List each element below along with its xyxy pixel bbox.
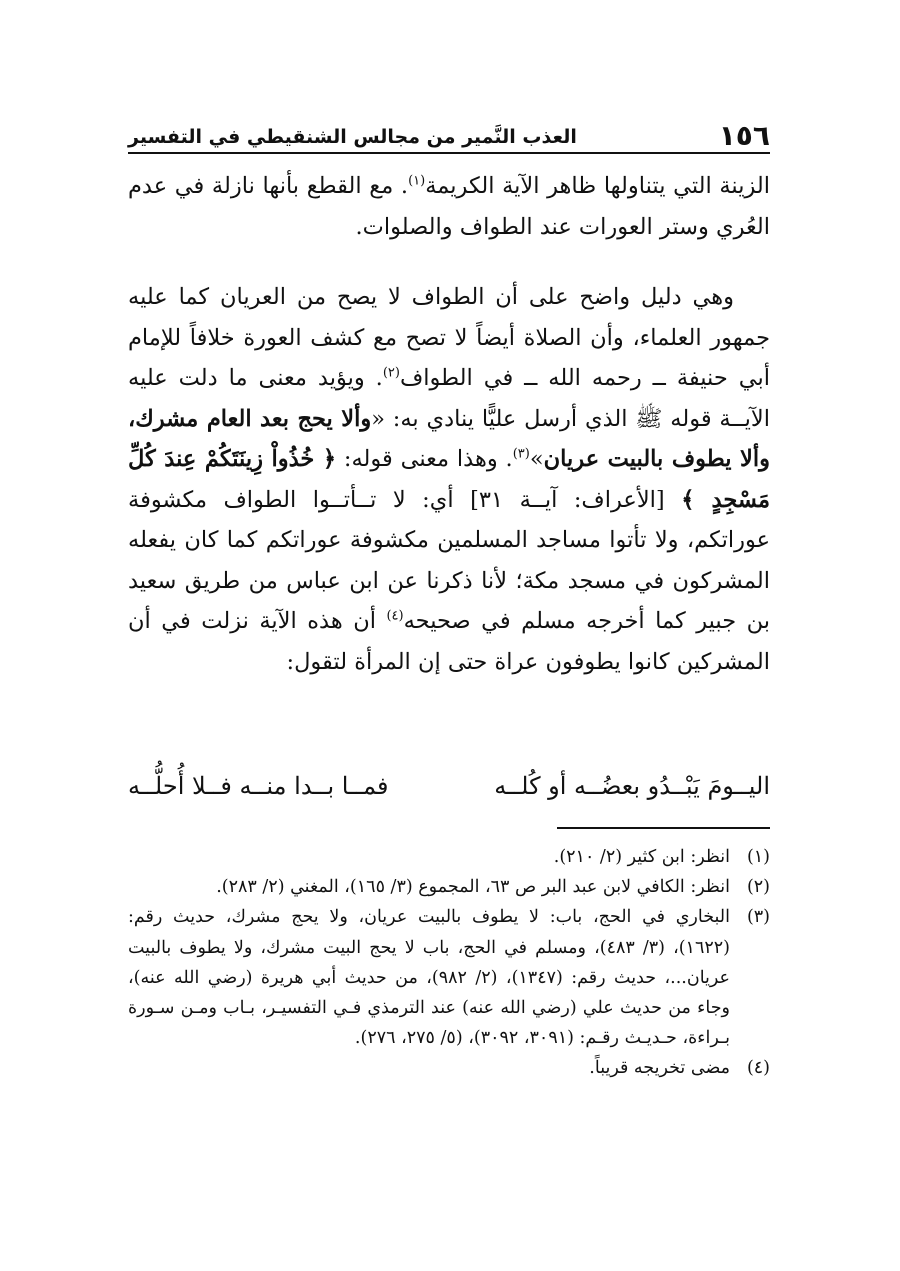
p2-text-b: . ويؤيد معنى ما دلت عليه الآيــة قوله ﷺ الذي أرسل عليًّا ينادي به: « bbox=[128, 365, 770, 432]
footnote-ref-4: (٤) bbox=[386, 608, 404, 624]
page-number: ١٥٦ bbox=[718, 119, 770, 152]
main-text bbox=[128, 166, 770, 682]
quran-verse: ﴿ خُذُواْ زِينَتَكُمْ عِندَ كُلِّ مَسْجِدٍ ﴾ bbox=[128, 446, 771, 513]
footnotes bbox=[128, 842, 770, 1084]
paragraph-2 bbox=[128, 277, 770, 682]
footnote-number: (٢) bbox=[746, 877, 770, 898]
header-rule bbox=[128, 152, 770, 154]
poem-verse bbox=[128, 764, 770, 808]
footnote-text: انظر: ابن كثير (٢/ ٢١٠). bbox=[553, 847, 730, 867]
p1-text-b: . مع القطع بأنها نازلة في عدم العُري وستر العورات عند الطواف والصلوات. bbox=[128, 173, 770, 240]
page-header bbox=[128, 112, 770, 152]
p2-text-a: وهي دليل واضح على أن الطواف لا يصح من العريان كما عليه جمهور العلماء، وأن الصلاة أيضاً لا تصح مع كشف العورة خلافاً للإمام أبي حنيفة ــ رحمه الله ــ في الطواف bbox=[128, 284, 770, 391]
footnote-text: انظر: الكافي لابن عبد البر ص ٦٣، المجموع (٣/ ١٦٥)، المغني (٢/ ٢٨٣). bbox=[216, 877, 730, 898]
hadith-quote: وألا يحج بعد العام مشرك، وألا يطوف بالبيت عريان bbox=[128, 405, 770, 472]
p2-text-e: [الأعراف: آيــة ٣١] أي: لا تــأتــوا الطواف مكشوفة عوراتكم، ولا تأتوا مساجد المسلمين مكشوفة عوراتكم كما كان يفعله المشركون في مسجد مكة؛ لأنا ذكرنا عن ابن عباس من طريق سعيد بن جبير كما أخرجه مسلم في صحيحه bbox=[128, 486, 770, 634]
footnote-item bbox=[128, 902, 770, 1053]
running-title: العذب النَّمير من مجالس الشنقيطي في التفسير bbox=[128, 126, 577, 148]
footnote-number: (٤) bbox=[746, 1058, 770, 1079]
footnote-ref-1: (١) bbox=[408, 173, 426, 189]
p2-text-f: أن هذه الآية نزلت في أن المشركين كانوا يطوفون عراة حتى إن المرأة لتقول: bbox=[128, 608, 770, 675]
p2-text-c: » bbox=[529, 446, 544, 472]
poem-left-hemistich: فمــا بــدا منــه فــلا أُحلُّــه bbox=[128, 772, 389, 800]
footnote-number: (٣) bbox=[746, 907, 770, 928]
poem-right-hemistich: اليــومَ يَبْــدُو بعضُــه أو كُلــه bbox=[494, 772, 770, 800]
footnote-number: (١) bbox=[746, 847, 770, 867]
footnote-item bbox=[128, 1053, 770, 1083]
footnote-text: مضى تخريجه قريباً. bbox=[589, 1058, 730, 1079]
footnote-ref-2: (٢) bbox=[382, 365, 400, 381]
footnote-ref-3: (٣) bbox=[512, 446, 530, 462]
p2-text-d: . وهذا معنى قوله: bbox=[336, 446, 513, 472]
footnote-item bbox=[128, 872, 770, 902]
footnote-item bbox=[128, 842, 770, 872]
footnote-separator bbox=[557, 827, 770, 829]
paragraph-1 bbox=[128, 166, 770, 247]
p1-text-a: الزينة التي يتناولها ظاهر الآية الكريمة bbox=[425, 173, 771, 199]
footnote-text: البخاري في الحج، باب: لا يطوف بالبيت عريان، ولا يحج مشرك، حديث رقم: (١٦٢٢)، (٣/ ٤٨٣)، ومسلم في الحج، باب لا يحج البيت مشرك، ولا يطوف بالبيت عريان...، حديث رقم: (١٣٤٧)، (٢/ ٩٨٢)، من حديث أبي هريرة (رضي الله عنه)، وجاء من حديث علي (رضي الله عنه) عند الترمذي فـي التفسيـر، بـاب ومـن سـورة بـراءة، حـديـث رقـم: (٣٠٩١، ٣٠٩٢)، (٥/ ٢٧٥، ٢٧٦). bbox=[128, 907, 731, 1049]
